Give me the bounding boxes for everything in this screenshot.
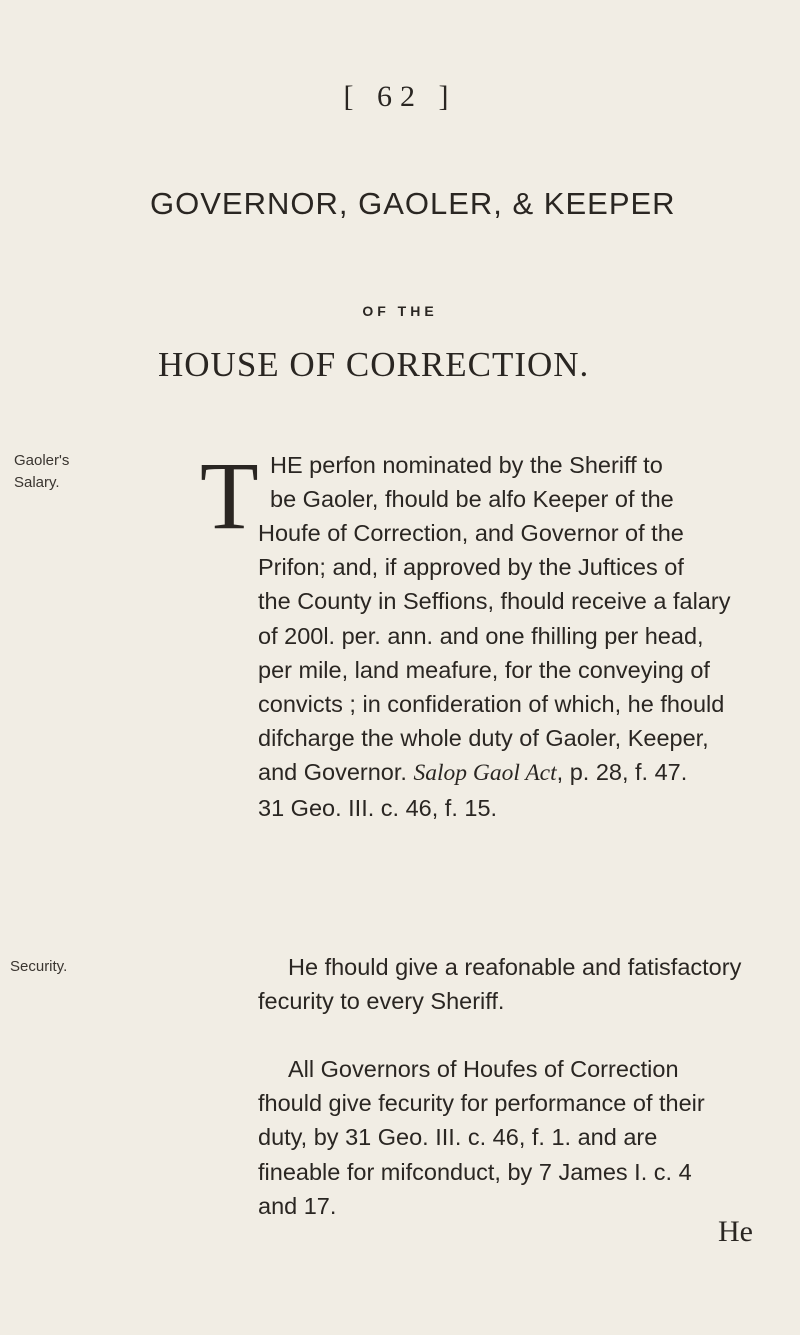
text-line: fhould give fecurity for performance of their: [258, 1090, 705, 1117]
paragraph-2: [258, 950, 758, 1018]
text-line: convicts ; in confideration of which, he fhould: [258, 691, 725, 718]
paragraph-3: [258, 1052, 758, 1223]
text-line: Houfe of Correction, and Governor of the: [258, 520, 684, 546]
text-line: 31 Geo. III. c. 46, f. 15.: [258, 794, 498, 821]
margin-note-gaolers-salary: [14, 450, 69, 494]
text-line: He fhould give a reafonable and fatisfactory: [288, 954, 742, 980]
text-line: difcharge the whole duty of Gaoler, Keeper,: [258, 725, 709, 752]
margin-note-line: Salary.: [14, 474, 60, 491]
text-line: the County in Seffions, fhould receive a falary: [258, 588, 731, 615]
heading-line-1: GOVERNOR, GAOLER, & KEEPER: [150, 186, 676, 221]
catchword: He: [718, 1215, 753, 1248]
text-line: of 200l. per. ann. and one fhilling per head,: [258, 622, 704, 649]
paragraph-1-opening: [270, 448, 770, 516]
drop-cap: T: [200, 442, 259, 549]
margin-note-line: Gaoler's: [14, 452, 70, 469]
italic-citation: Salop Gaol Act: [413, 760, 557, 787]
text-line: All Governors of Houfes of Correction: [288, 1056, 679, 1082]
text-line: per mile, land meafure, for the conveying of: [258, 656, 710, 683]
text-span: , p. 28, f. 47.: [556, 759, 688, 786]
text-line: be Gaoler, fhould be alfo Keeper of the: [270, 486, 674, 513]
text-line: Prifon; and, if approved by the Juftices of: [258, 554, 684, 581]
margin-note-security: Security.: [10, 958, 68, 975]
text-span: and Governor.: [258, 759, 414, 786]
text-line: fecurity to every Sheriff.: [258, 988, 505, 1015]
paragraph-1-body: [258, 516, 758, 825]
text-line: HE perfon nominated by the Sheriff to: [270, 452, 663, 478]
text-line: fineable for mifconduct, by 7 James I. c. 4: [258, 1158, 692, 1185]
page-number: [ 62 ]: [343, 80, 457, 113]
text-line: duty, by 31 Geo. III. c. 46, f. 1. and are: [258, 1124, 658, 1151]
heading-line-3: HOUSE OF CORRECTION.: [158, 345, 590, 384]
text-line-with-citation: [258, 755, 758, 790]
heading-line-2: OF THE: [362, 303, 438, 319]
text-line: and 17.: [258, 1192, 337, 1219]
